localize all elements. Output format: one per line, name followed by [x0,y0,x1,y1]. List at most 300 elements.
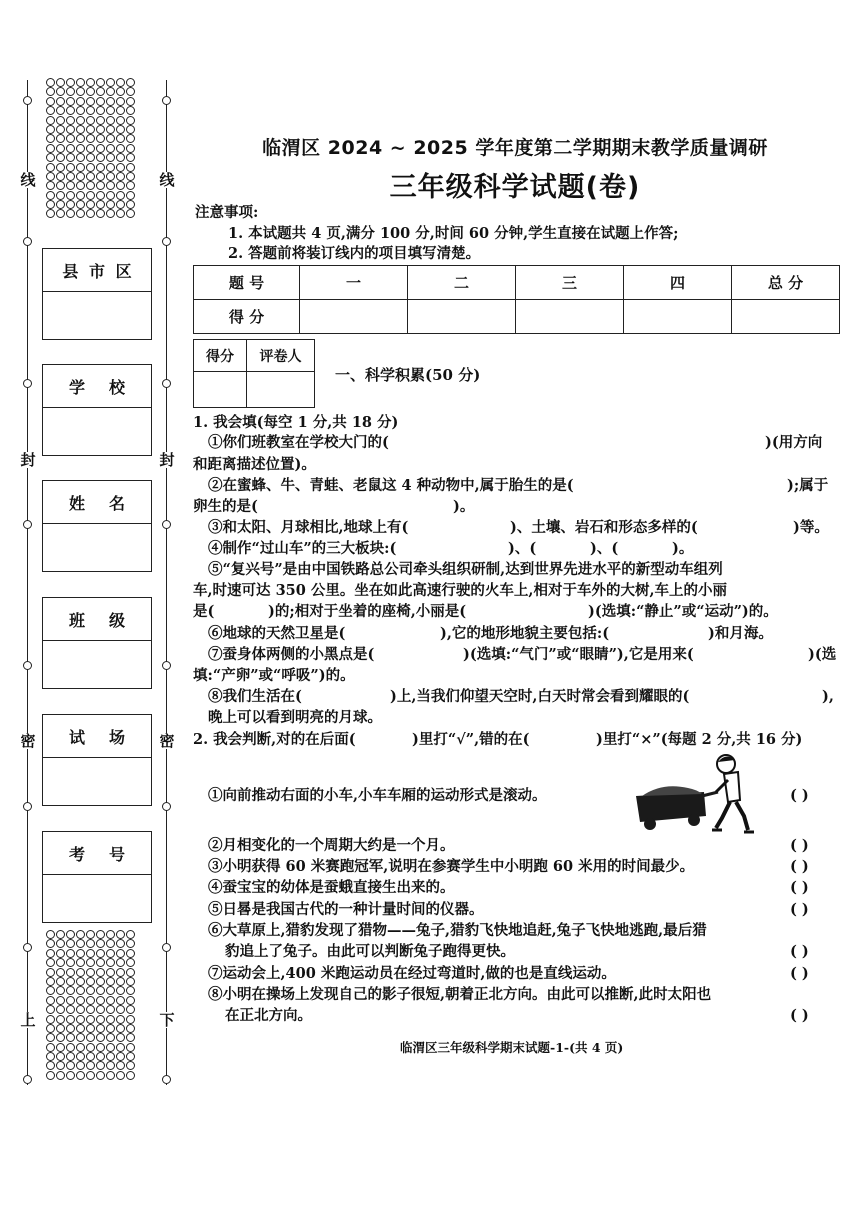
binding-dot [76,181,85,190]
binding-dot [106,125,115,134]
binding-dot [86,163,95,172]
binding-dot [106,1033,115,1042]
binding-dot [126,996,135,1005]
binding-dot [106,1071,115,1080]
binding-dot [116,1052,125,1061]
grader-box [193,339,315,408]
binding-dot [126,125,135,134]
binding-dot [46,181,55,190]
fill-line: )。 [672,540,694,557]
binding-dot [96,1043,105,1052]
binding-dot [116,1071,125,1080]
binding-dot [86,181,95,190]
binding-dot [66,78,75,87]
binding-dot [116,968,125,977]
binding-dot [56,191,65,200]
binding-dot [126,1043,135,1052]
binding-dot [86,1024,95,1033]
fill-line: 填:“产卵”或“呼吸”)的。 [193,667,355,684]
binding-dot [116,87,125,96]
binding-dot [66,172,75,181]
binding-dot [66,996,75,1005]
binding-dot [66,191,75,200]
binding-char-left: 上 [20,1011,36,1029]
score-header-cell: 三 [516,266,624,300]
binding-dot [106,968,115,977]
binding-dot [56,106,65,115]
binding-dot [96,144,105,153]
binding-dot [126,200,135,209]
binding-dot [56,968,65,977]
field-label: 县 [62,261,79,281]
binding-dot [116,930,125,939]
binding-dot [116,939,125,948]
binding-dot [76,1015,85,1024]
score-cell[interactable] [300,300,408,334]
binding-dot [86,1061,95,1070]
score-cell[interactable] [408,300,516,334]
field-exam-room[interactable] [42,714,152,806]
binding-dot [96,986,105,995]
binding-dot [86,97,95,106]
binding-dot [126,97,135,106]
judge-item: ②月相变化的一个周期大约是一个月。 [208,837,455,854]
binding-dot [66,209,75,218]
binding-char-right: 线 [159,171,175,189]
binding-dot [46,153,55,162]
notes-heading: 注意事项: [195,204,259,221]
binding-dot [46,996,55,1005]
binding-dot [56,200,65,209]
binding-dot [76,1033,85,1042]
field-label: 名 [108,493,125,513]
grader-label: 评卷人 [247,340,315,372]
binding-dot [46,116,55,125]
binding-dot [96,1061,105,1070]
score-header-cell: 题 号 [194,266,300,300]
field-exam-number[interactable] [42,831,152,923]
binding-dot [116,116,125,125]
field-name[interactable] [42,480,152,572]
binding-dot [56,1061,65,1070]
fill-line: )(选填:“静止”或“运动”)的。 [588,603,778,620]
binding-dot [46,958,55,967]
fill-line: )。 [453,498,475,515]
binding-dot [96,172,105,181]
answer-paren[interactable]: ( ) [790,965,809,982]
binding-dot [106,1061,115,1070]
binding-dot [106,209,115,218]
binding-dot [76,153,85,162]
binding-dot [46,78,55,87]
binding-dot [126,958,135,967]
fill-line: 晚上可以看到明亮的月球。 [208,709,382,726]
binding-dot [76,172,85,181]
binding-dot [46,200,55,209]
binding-dot [46,949,55,958]
exam-title: 临渭区 2024 ~ 2025 学年度第二学期期末教学质量调研 [262,137,768,159]
binding-dot [126,209,135,218]
binding-dot [106,1024,115,1033]
binding-dot [96,949,105,958]
binding-dot [56,1015,65,1024]
binding-dot [76,87,85,96]
binding-dot [96,1052,105,1061]
binding-dot [126,1024,135,1033]
score-table [193,265,840,334]
binding-dot [86,200,95,209]
field-county[interactable] [42,248,152,340]
binding-dot [46,1005,55,1014]
binding-dot [46,1024,55,1033]
binding-dot [96,106,105,115]
binding-dot [76,1061,85,1070]
binding-dot [56,1071,65,1080]
binding-dot [46,163,55,172]
binding-dot [66,97,75,106]
binding-dot [86,191,95,200]
binding-dot [46,87,55,96]
binding-dot [126,144,135,153]
field-label: 市 [88,261,105,281]
binding-dot [116,78,125,87]
fill-line: );属于 [787,477,829,494]
binding-dot [86,958,95,967]
field-label: 考 [68,844,85,864]
binding-dot [76,144,85,153]
binding-dot [66,134,75,143]
binding-dot [116,134,125,143]
binding-dot [126,181,135,190]
answer-paren[interactable]: ( ) [790,879,809,896]
binding-dot [96,958,105,967]
binding-dot [46,986,55,995]
binding-dot [66,125,75,134]
fill-line: )的;相对于坐着的座椅,小丽是( [268,603,467,620]
fill-line: ⑤“复兴号”是由中国铁路总公司牵头组织研制,达到世界先进水平的新型动车组列 [208,561,723,578]
binding-dot [56,930,65,939]
binding-dot [56,78,65,87]
binding-dot [126,78,135,87]
binding-dot [106,939,115,948]
binding-dot [96,1005,105,1014]
binding-dot [116,1043,125,1052]
binding-dot [56,986,65,995]
binding-dot [86,986,95,995]
binding-dot [76,1005,85,1014]
binding-dot [66,106,75,115]
binding-dot [86,1071,95,1080]
exam-subtitle: 三年级科学试题(卷) [389,172,641,203]
binding-char-left: 封 [20,451,36,469]
binding-dot [86,1043,95,1052]
fill-line: )和月海。 [708,625,773,642]
field-label: 校 [108,377,125,397]
binding-dot [106,200,115,209]
binding-dot [96,1071,105,1080]
binding-dot [66,977,75,986]
binding-dot [116,986,125,995]
fill-line: )上,当我们仰望天空时,白天时常会看到耀眼的( [390,688,690,705]
binding-dot [96,87,105,96]
field-label: 学 [68,377,85,397]
binding-dot [126,106,135,115]
binding-dot [76,1024,85,1033]
binding-dot [46,1043,55,1052]
dot-pattern-top [46,78,136,219]
binding-dot [46,1052,55,1061]
binding-dot [96,134,105,143]
binding-dot [86,1015,95,1024]
binding-dot [56,181,65,190]
binding-dot [116,144,125,153]
fill-line: ①你们班教室在学校大门的( [208,434,389,451]
binding-dot [126,1005,135,1014]
binding-dot [126,116,135,125]
field-class[interactable] [42,597,152,689]
judge-item: ④蚕宝宝的幼体是蚕蛾直接生出来的。 [208,879,455,896]
binding-dot [126,153,135,162]
binding-dot [66,163,75,172]
binding-dot [126,191,135,200]
dot-pattern-bottom [46,930,136,1080]
binding-dot [86,1033,95,1042]
binding-dot [46,191,55,200]
binding-dot [76,1052,85,1061]
binding-dot [86,1005,95,1014]
binding-dot [106,163,115,172]
fill-line: ⑦蚕身体两侧的小黑点是( [208,646,375,663]
binding-dot [86,78,95,87]
score-cell[interactable] [732,300,840,334]
binding-dot [76,930,85,939]
binding-dot [116,153,125,162]
binding-char-left: 线 [20,171,36,189]
binding-dot [96,209,105,218]
binding-dot [126,968,135,977]
grader-score-cell[interactable] [194,372,247,408]
binding-dot [56,125,65,134]
binding-dot [116,1024,125,1033]
binding-dot [116,191,125,200]
binding-dot [106,1052,115,1061]
binding-dot [76,996,85,1005]
binding-dot [106,958,115,967]
answer-paren[interactable]: ( ) [790,837,809,854]
binding-dot [56,939,65,948]
answer-paren[interactable]: ( ) [790,901,809,918]
fill-line: 卵生的是( [193,498,258,515]
binding-dot [76,209,85,218]
fill-heading: 1. 我会填(每空 1 分,共 18 分) [193,414,399,431]
binding-dot [86,87,95,96]
binding-dot [96,1024,105,1033]
binding-dot [106,97,115,106]
binding-dot [126,1052,135,1061]
binding-dot [116,977,125,986]
binding-dot [76,191,85,200]
binding-dot [86,134,95,143]
fill-line: ⑥地球的天然卫星是( [208,625,346,642]
binding-dot [126,930,135,939]
binding-dot [46,1015,55,1024]
binding-dot [56,977,65,986]
binding-dot [66,181,75,190]
binding-dot [86,106,95,115]
score-header-cell: 一 [300,266,408,300]
binding-dot [96,125,105,134]
binding-dot [86,949,95,958]
judge-heading: )里打“×”(每题 2 分,共 16 分) [596,731,803,748]
binding-dot [106,87,115,96]
binding-dot [126,172,135,181]
grader-name-cell[interactable] [247,372,315,408]
binding-dot [96,153,105,162]
binding-dot [76,958,85,967]
binding-dot [126,87,135,96]
binding-dot [106,1043,115,1052]
judge-item: ①向前推动右面的小车,小车车厢的运动形式是滚动。 [208,787,547,804]
answer-paren[interactable]: ( ) [790,858,809,875]
binding-dot [106,1015,115,1024]
binding-dot [46,106,55,115]
fill-line: 是( [193,603,215,620]
binding-dot [96,930,105,939]
binding-dot [116,163,125,172]
binding-dot [56,163,65,172]
binding-dot [96,996,105,1005]
binding-dot [86,939,95,948]
binding-dot [116,200,125,209]
fill-line: ⑧我们生活在( [208,688,302,705]
fill-line: )(用方向 [765,434,823,451]
binding-dot [66,930,75,939]
fill-line: )、( [590,540,619,557]
binding-dot [66,200,75,209]
binding-dot [76,106,85,115]
fill-line: )、土壤、岩石和形态多样的( [510,519,698,536]
answer-paren[interactable]: ( ) [790,1007,809,1024]
note-item: 1. 本试题共 4 页,满分 100 分,时间 60 分钟,学生直接在试题上作答; [228,225,679,242]
judge-item: ⑤日晷是我国古代的一种计量时间的仪器。 [208,901,484,918]
binding-dot [126,949,135,958]
binding-dot [46,977,55,986]
binding-dot [96,116,105,125]
answer-paren[interactable]: ( ) [790,943,809,960]
binding-dot [76,97,85,106]
binding-dot [86,996,95,1005]
binding-dot [76,163,85,172]
binding-dot [126,134,135,143]
score-cell[interactable] [516,300,624,334]
binding-dot [56,87,65,96]
binding-dot [56,1024,65,1033]
binding-dot [56,1033,65,1042]
binding-dot [126,986,135,995]
binding-dot [86,977,95,986]
score-cell[interactable] [624,300,732,334]
judge-item: 在正北方向。 [225,1007,312,1024]
binding-dot [106,144,115,153]
binding-dot [56,209,65,218]
fill-line: )等。 [793,519,829,536]
binding-dot [66,1015,75,1024]
binding-dot [126,1033,135,1042]
judge-item: ⑧小明在操场上发现自己的影子很短,朝着正北方向。由此可以推断,此时太阳也 [208,986,712,1003]
score-header-cell: 总 分 [732,266,840,300]
judge-heading: )里打“√”,错的在( [412,731,530,748]
binding-dot [106,191,115,200]
binding-dot [86,209,95,218]
binding-dot [46,1071,55,1080]
binding-dot [66,1061,75,1070]
field-label: 级 [108,610,125,630]
binding-dot [76,78,85,87]
binding-dot [76,968,85,977]
field-label: 场 [108,727,125,747]
binding-dot [46,939,55,948]
binding-line-right [166,80,167,1085]
section-heading: 一、科学积累(50 分) [335,366,481,384]
binding-dot [96,1033,105,1042]
binding-dot [106,134,115,143]
binding-dot [66,116,75,125]
binding-dot [86,172,95,181]
binding-dot [106,930,115,939]
binding-dot [76,1043,85,1052]
binding-dot [66,1052,75,1061]
binding-dot [86,930,95,939]
field-label: 试 [68,727,85,747]
judge-item: ③小明获得 60 米赛跑冠军,说明在参赛学生中小明跑 60 米用的时间最少。 [208,858,695,875]
score-header-cell: 二 [408,266,516,300]
binding-dot [116,172,125,181]
binding-dot [76,949,85,958]
binding-dot [46,134,55,143]
binding-dot [86,125,95,134]
judge-item: ⑥大草原上,猎豹发现了猎物——兔子,猎豹飞快地追赶,兔子飞快地逃跑,最后猎 [208,922,707,939]
binding-dot [66,153,75,162]
binding-dot [46,968,55,977]
binding-dot [116,97,125,106]
binding-dot [86,968,95,977]
binding-dot [96,191,105,200]
field-label: 姓 [68,493,85,513]
binding-dot [56,1052,65,1061]
binding-dot [76,986,85,995]
judge-heading: 2. 我会判断,对的在后面( [193,731,356,748]
cart-illustration [632,752,760,834]
field-school[interactable] [42,364,152,456]
score-header-cell: 四 [624,266,732,300]
binding-dot [106,172,115,181]
binding-dot [66,144,75,153]
binding-char-right: 下 [159,1011,175,1029]
answer-paren[interactable]: ( ) [790,787,809,804]
binding-dot [106,977,115,986]
binding-dot [56,134,65,143]
binding-dot [56,116,65,125]
binding-dot [116,1061,125,1070]
binding-dot [106,106,115,115]
binding-dot [116,125,125,134]
binding-line-left [27,80,28,1085]
binding-char-right: 封 [159,451,175,469]
binding-dot [96,181,105,190]
binding-dot [76,116,85,125]
binding-dot [66,958,75,967]
binding-dot [56,1043,65,1052]
